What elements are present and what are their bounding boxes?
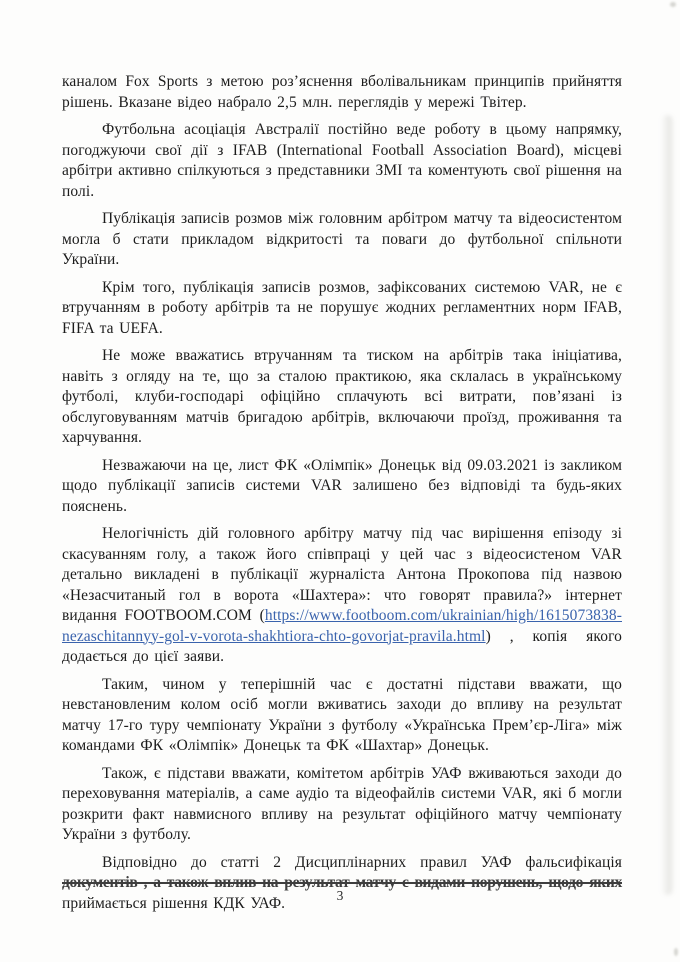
paragraph-hiding-materials: Також, є підстави вважати, комітетом арбітрів УАФ вживаються заходи до переховування матеріалів, а саме аудіо та відеофайлів системи VAR, які б могли розкрити факт навмисного впливу на результат офіційного матчу чемпіонату України з футболу.: [62, 764, 622, 843]
document-body: [62, 72, 622, 921]
paragraph-publication-example: Публікація записів розмов між головним арбітром матчу та відеосистентом могла б стати прикладом відкритості та поваги до футбольної спільноти України.: [62, 210, 622, 268]
final-paragraph-after: приймається рішення КДК УАФ.: [62, 894, 286, 912]
scan-edge-shadow: [661, 115, 673, 895]
struck-through-text: документів , а також вплив на результат матчу є видами порушень, щодо яких: [62, 874, 622, 891]
scan-artifact-bottom-right: [674, 948, 678, 956]
paragraph-not-interference: Не може вважатись втручанням та тиском на арбітрів така ініціатива, навіть з огляду на те, що за сталою практикою, яка склалась в українському футболі, клуби-господарі офіційно сплачують всі витрати, пов’язані із обслуговуванням матчів бригадою арбітрів, включаючи проїзд, проживання та харчування.: [62, 347, 622, 446]
paragraph-australia-fa: Футбольна асоціація Австралії постійно веде роботу в цьому напрямку, погоджуючи свої дії з IFAB (International Football Association Board), місцеві арбітри активно спілкуються з представники ЗМІ та коментують свої рішення на полі.: [62, 121, 622, 200]
paragraph-disciplinary-rules: [62, 853, 622, 915]
link-paragraph-before: Нелогічність дій головного арбітру матчу під час вирішення епізоду зі скасуванням голу, а також його співпраці у цей час з відеосистеном VAR детально викладені в публікації журналіста Антона Прокопова під назвою «Незасчитаный гол в ворота «Шахтера»: что говорят правила?» інтернет видання FOOTBOOM.COM (: [62, 525, 622, 624]
link-paragraph-after: ) , копія якого додається до цієї заяви.: [62, 627, 622, 665]
paragraph-continuation: каналом Fox Sports з метою роз’яснення вболівальникам принципів прийняття рішень. Вказане відео набрало 2,5 млн. переглядів у мережі Твітер.: [62, 73, 622, 111]
page-number: 3: [336, 888, 344, 903]
paragraph-letter-unanswered: Незважаючи на це, лист ФК «Олімпік» Донецьк від 09.03.2021 із закликом щодо публікації записів системи VAR залишено без відповіді та будь-яких пояснень.: [62, 456, 622, 515]
paragraph-grounds-to-believe: Таким, чином у теперішній час є достатні підстави вважати, що невстановленим колом осіб могли вживатись заходи до впливу на результат матчу 17-го туру чемпіонату України з футболу «Українська Прем’єр-Ліга» між командами ФК «Олімпік» Донецьк та ФК «Шахтар» Донецьк.: [62, 675, 622, 754]
paragraph-no-violation: Крім того, публікація записів розмов, зафіксованих системою VAR, не є втручанням в роботу арбітрів та не порушує жодних регламентних норм IFAB, FIFA та UEFA.: [62, 278, 622, 337]
scan-artifact-top-right: [670, 2, 676, 7]
paragraph-with-link: [62, 524, 622, 668]
final-paragraph-before: Відповідно до статті 2 Дисциплінарних правил УАФ фальсифікація: [102, 853, 622, 871]
footboom-article-link[interactable]: https://www.footboom.com/ukrainian/high/1615073838-nezaschitannyy-gol-v-vorota-shakhtiora-chto-govorjat-pravila.html: [62, 607, 622, 645]
